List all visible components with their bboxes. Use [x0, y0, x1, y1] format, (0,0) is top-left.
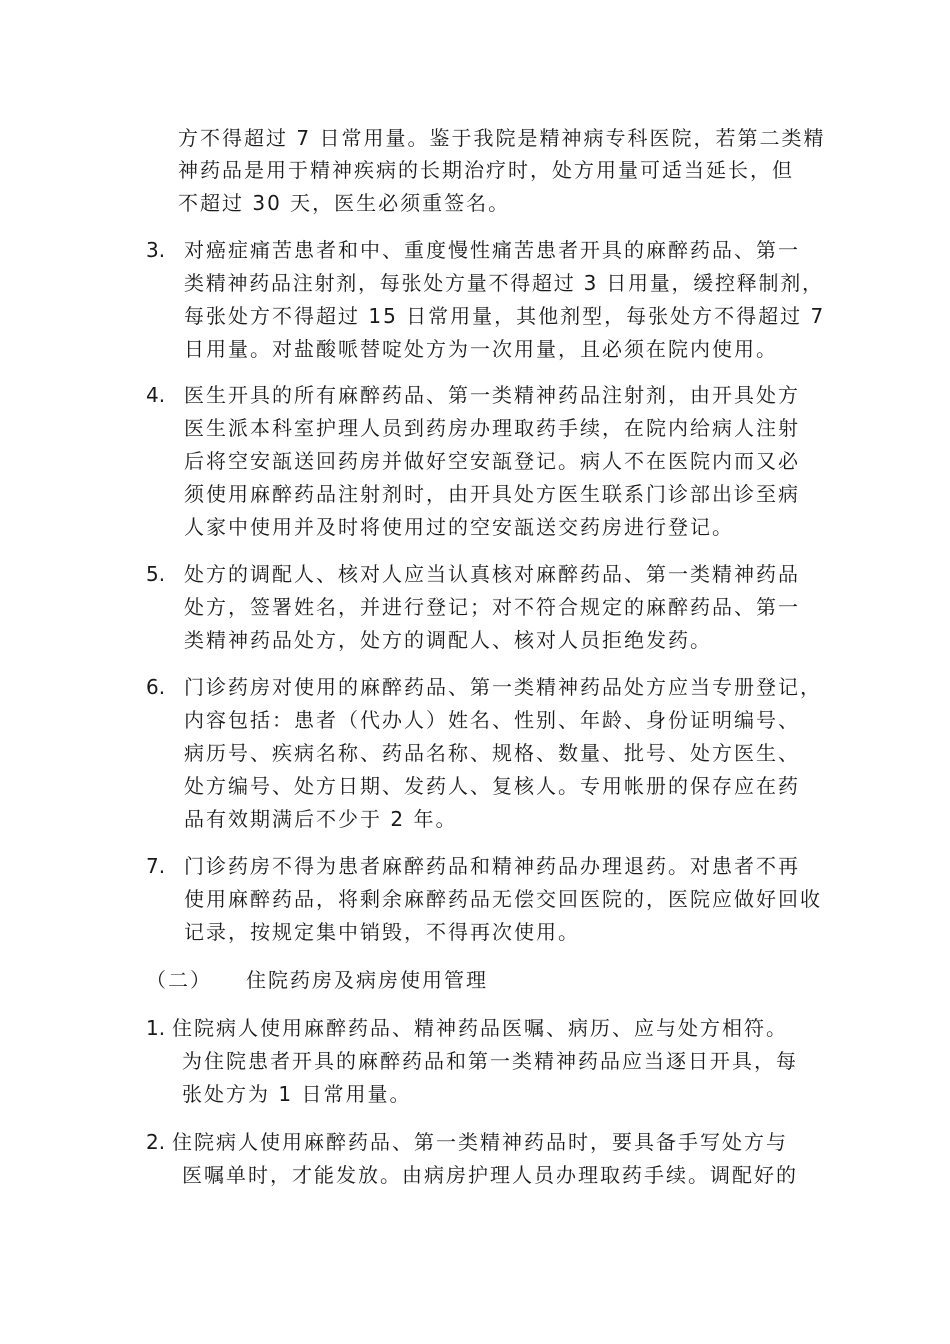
list-item-line: 住院病人使用麻醉药品、第一类精神药品时，要具备手写处方与 [172, 1130, 788, 1154]
list-item-number: 5. [146, 562, 166, 586]
list-item-line: 每张处方不得超过 15 日常用量，其他剂型，每张处方不得超过 7 [184, 304, 826, 328]
list-item-line: 医生开具的所有麻醉药品、第一类精神药品注射剂，由开具处方 [184, 383, 800, 407]
list-item-line: 处方，签署姓名，并进行登记；对不符合规定的麻醉药品、第一 [184, 595, 800, 619]
list-item-number: 6. [146, 675, 166, 699]
list-item-line: 住院病人使用麻醉药品、精神药品医嘱、病历、应与处方相符。 [172, 1016, 788, 1040]
list-item-line: 医生派本科室护理人员到药房办理取药手续，在院内给病人注射 [184, 416, 800, 440]
list-item-number: 3. [146, 238, 166, 262]
list-item-line: 记录，按规定集中销毁，不得再次使用。 [184, 920, 580, 944]
list-item-number: 2. [146, 1130, 166, 1154]
list-item-line: 对癌症痛苦患者和中、重度慢性痛苦患者开具的麻醉药品、第一 [184, 238, 800, 262]
continuation-line: 方不得超过 7 日常用量。鉴于我院是精神病专科医院，若第二类精 [178, 126, 826, 150]
list-item-line: 门诊药房不得为患者麻醉药品和精神药品办理退药。对患者不再 [184, 854, 800, 878]
list-item-line: 须使用麻醉药品注射剂时，由开具处方医生联系门诊部出诊至病 [184, 482, 800, 506]
list-item-line: 品有效期满后不少于 2 年。 [184, 807, 458, 831]
list-item-line: 医嘱单时，才能发放。由病房护理人员办理取药手续。调配好的 [182, 1163, 798, 1187]
list-item-number: 7. [146, 854, 166, 878]
list-item-line: 门诊药房对使用的麻醉药品、第一类精神药品处方应当专册登记， [184, 675, 822, 699]
list-item-line: 处方编号、处方日期、发药人、复核人。专用帐册的保存应在药 [184, 774, 800, 798]
continuation-line: 不超过 30 天，医生必须重签名。 [178, 191, 511, 215]
list-item-number: 1. [146, 1016, 166, 1040]
list-item-line: 日用量。对盐酸哌替啶处方为一次用量，且必须在院内使用。 [184, 337, 778, 361]
list-item-line: 病历号、疾病名称、药品名称、规格、数量、批号、处方医生、 [184, 741, 800, 765]
list-item-line: 内容包括：患者（代办人）姓名、性别、年龄、身份证明编号、 [184, 708, 800, 732]
section-title: 住院药房及病房使用管理 [246, 968, 488, 992]
list-item-line: 人家中使用并及时将使用过的空安瓿送交药房进行登记。 [184, 515, 734, 539]
list-item-line: 张处方为 1 日常用量。 [182, 1082, 412, 1106]
section-number: （二） [146, 968, 212, 992]
list-item-line: 为住院患者开具的麻醉药品和第一类精神药品应当逐日开具，每 [182, 1049, 798, 1073]
list-item-line: 类精神药品注射剂，每张处方量不得超过 3 日用量，缓控释制剂， [184, 271, 824, 295]
list-item-line: 类精神药品处方，处方的调配人、核对人员拒绝发药。 [184, 628, 712, 652]
list-item-number: 4. [146, 383, 166, 407]
continuation-line: 神药品是用于精神疾病的长期治疗时，处方用量可适当延长，但 [178, 158, 794, 182]
list-item-line: 使用麻醉药品，将剩余麻醉药品无偿交回医院的，医院应做好回收 [184, 887, 822, 911]
list-item-line: 处方的调配人、核对人应当认真核对麻醉药品、第一类精神药品 [184, 562, 800, 586]
list-item-line: 后将空安瓿送回药房并做好空安瓿登记。病人不在医院内而又必 [184, 449, 800, 473]
